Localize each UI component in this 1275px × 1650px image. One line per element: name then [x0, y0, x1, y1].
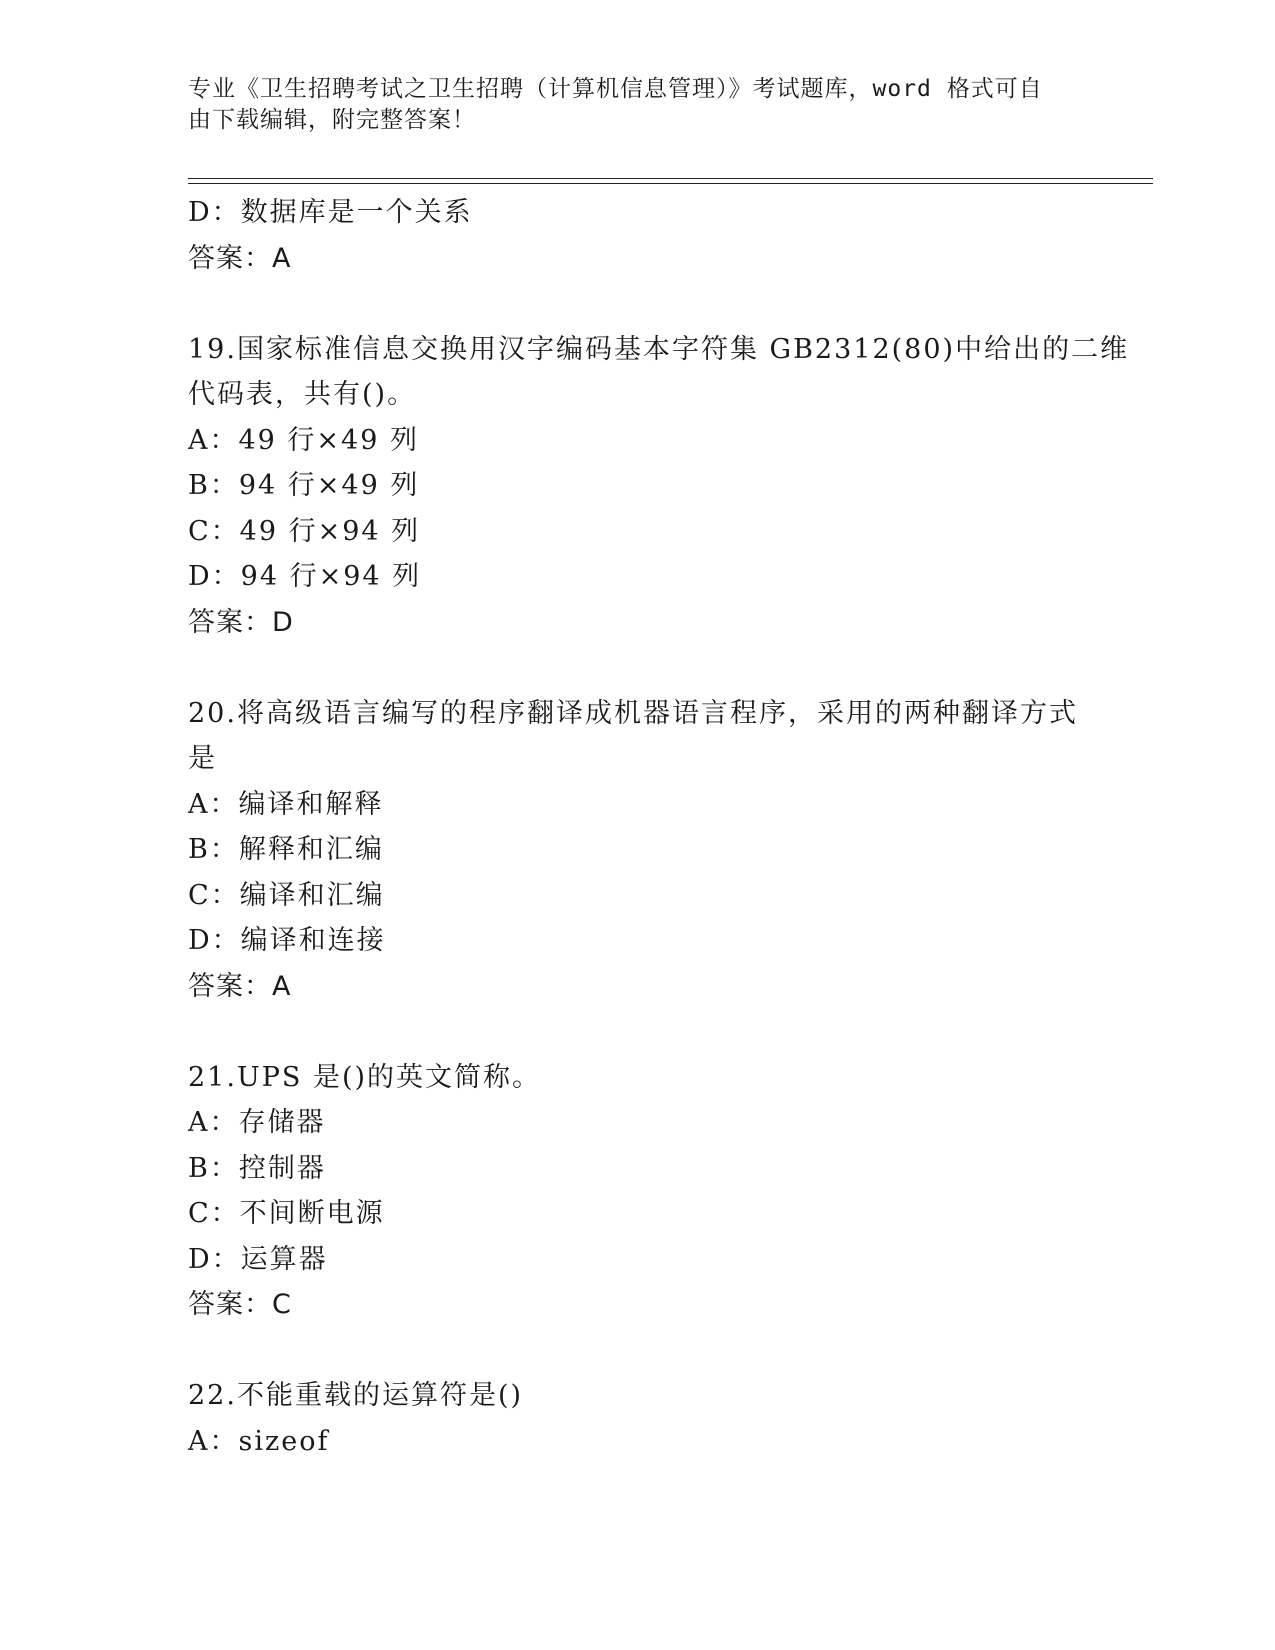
spacer [188, 1009, 1088, 1055]
answer: 答案：A [188, 970, 292, 1002]
option-d: D：94 行×94 列 [188, 561, 422, 592]
option-d: D：运算器 [188, 1243, 328, 1275]
question-18-tail [188, 190, 1088, 281]
spacer [188, 281, 1088, 327]
question-22 [188, 1373, 1088, 1464]
option-a: A：sizeof [188, 1425, 330, 1457]
header-divider-bottom [188, 183, 1153, 184]
answer: 答案：D [188, 606, 294, 638]
spacer [188, 645, 1088, 691]
option-c: C：编译和汇编 [188, 879, 385, 911]
question-text: 20.将高级语言编写的程序翻译成机器语言程序，采用的两种翻译方式 [188, 697, 1078, 729]
option-c: C：49 行×94 列 [188, 515, 421, 547]
option-a: A：编译和解释 [188, 788, 384, 820]
question-text-cont: 代码表，共有()。 [188, 379, 417, 410]
question-text: 19.国家标准信息交换用汉字编码基本字符集 GB2312(80)中给出的二维 [188, 333, 1130, 365]
option-d: D：编译和连接 [188, 925, 386, 956]
document-header [188, 74, 1088, 136]
option-a: A：存储器 [188, 1107, 326, 1138]
option-d: D：数据库是一个关系 [188, 197, 473, 228]
option-b: B：控制器 [188, 1152, 326, 1184]
header-divider-top [188, 178, 1153, 179]
question-21 [188, 1055, 1088, 1328]
option-b: B：94 行×49 列 [188, 470, 420, 501]
answer: 答案：C [188, 1289, 292, 1320]
spacer [188, 1328, 1088, 1374]
answer: 答案：A [188, 242, 292, 274]
document-body [188, 190, 1130, 1464]
question-19 [188, 327, 1130, 646]
header-line-1: 专业《卫生招聘考试之卫生招聘（计算机信息管理）》考试题库，word 格式可自 [188, 76, 1043, 102]
question-text: 22.不能重载的运算符是() [188, 1380, 524, 1411]
question-text-cont: 是 [188, 743, 217, 774]
header-line-2: 由下载编辑，附完整答案！ [188, 107, 476, 133]
option-c: C：不间断电源 [188, 1198, 385, 1229]
option-b: B：解释和汇编 [188, 834, 384, 865]
question-20 [188, 691, 1088, 1010]
question-text: 21.UPS 是()的英文简称。 [188, 1061, 542, 1093]
option-a: A：49 行×49 列 [188, 424, 419, 456]
